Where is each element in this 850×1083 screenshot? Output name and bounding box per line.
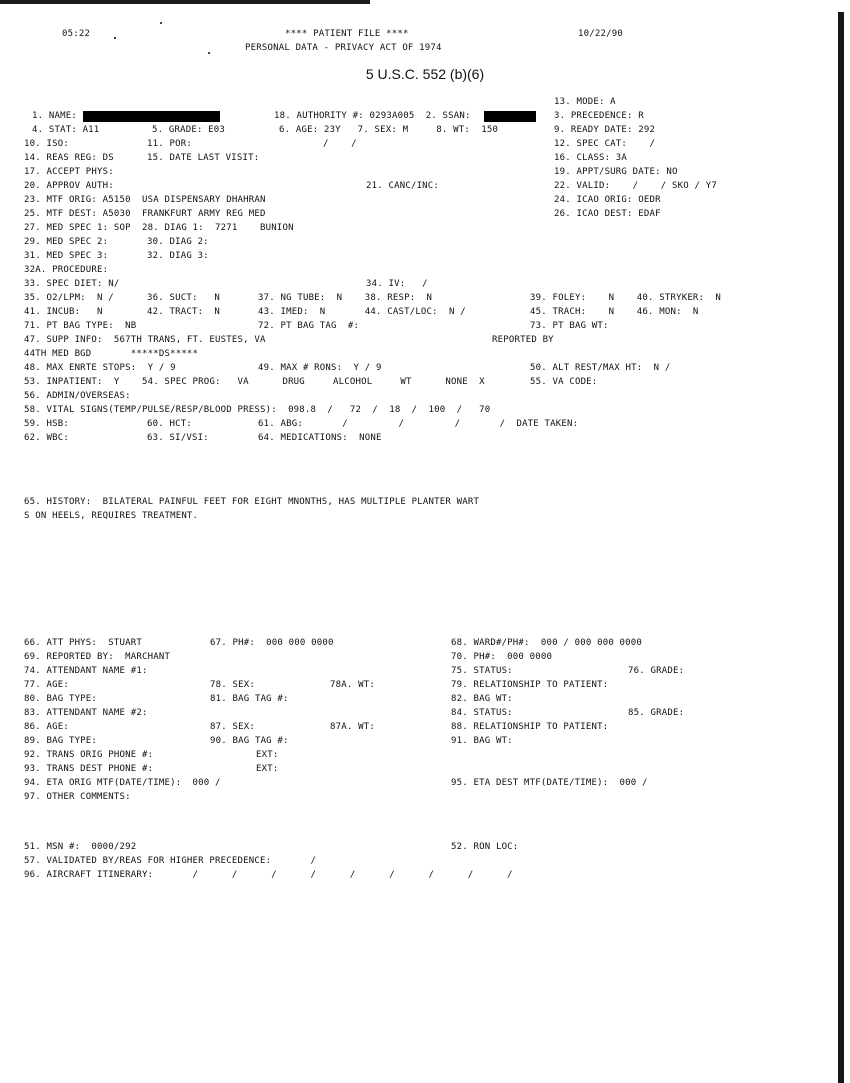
form-row bbox=[0, 417, 850, 431]
field-diag-2: 30. DIAG 2: bbox=[147, 237, 209, 247]
form-row bbox=[0, 137, 850, 151]
form-row bbox=[0, 333, 850, 347]
form-row bbox=[0, 840, 850, 854]
form-row bbox=[0, 263, 850, 277]
field-stat: 4. STAT: A11 bbox=[32, 125, 100, 135]
form-row bbox=[0, 762, 850, 776]
form-row bbox=[0, 123, 850, 137]
field-grade-1: 76. GRADE: bbox=[628, 666, 685, 676]
field-bag-tag-1: 81. BAG TAG #: bbox=[210, 694, 289, 704]
form-row bbox=[0, 165, 850, 179]
field-status-1: 75. STATUS: bbox=[451, 666, 513, 676]
field-class: 16. CLASS: 3A bbox=[554, 153, 628, 163]
form-row bbox=[0, 720, 850, 734]
field-med-spec-3: 31. MED SPEC 3: bbox=[24, 251, 109, 261]
field-vital-signs: 58. VITAL SIGNS(TEMP/PULSE/RESP/BLOOD PRESS): 098.8 / 72 / 18 / 100 / 70 bbox=[24, 405, 491, 415]
field-reas-reg: 14. REAS REG: DS bbox=[24, 153, 114, 163]
field-suct: 36. SUCT: N bbox=[147, 293, 221, 303]
field-age-sex-wt: 6. AGE: 23Y 7. SEX: M 8. WT: 150 bbox=[279, 125, 499, 135]
form-row bbox=[0, 664, 850, 678]
print-time: 05:22 bbox=[62, 29, 91, 39]
field-grade-2: 85. GRADE: bbox=[628, 708, 685, 718]
form-row bbox=[0, 431, 850, 445]
field-mtf-dest: 25. MTF DEST: A5030 FRANKFURT ARMY REG MED bbox=[24, 209, 266, 219]
field-iso: 10. ISO: bbox=[24, 139, 69, 149]
field-hct: 60. HCT: bbox=[147, 419, 192, 429]
field-bag-type-1: 80. BAG TYPE: bbox=[24, 694, 98, 704]
redaction-bar-name bbox=[83, 111, 220, 122]
field-eta-dest-mtf: 95. ETA DEST MTF(DATE/TIME): 000 / bbox=[451, 778, 648, 788]
header-line-1 bbox=[0, 27, 850, 41]
form-row bbox=[0, 319, 850, 333]
field-pt-bag-type: 71. PT BAG TYPE: NB bbox=[24, 321, 137, 331]
form-row bbox=[0, 790, 850, 804]
field-ready-date: 9. READY DATE: 292 bbox=[554, 125, 656, 135]
field-relationship-2: 88. RELATIONSHIP TO PATIENT: bbox=[451, 722, 609, 732]
field-procedure: 32A. PROCEDURE: bbox=[24, 265, 109, 275]
field-supp-info-cont: 44TH MED BGD *****DS***** bbox=[24, 349, 199, 359]
field-foley-stryker: 39. FOLEY: N 40. STRYKER: N bbox=[530, 293, 722, 303]
field-med-spec-2: 29. MED SPEC 2: bbox=[24, 237, 109, 247]
form-row bbox=[0, 235, 850, 249]
form-row bbox=[0, 776, 850, 790]
field-max-rons: 49. MAX # RONS: Y / 9 bbox=[258, 363, 382, 373]
form-row bbox=[0, 347, 850, 361]
form-row bbox=[0, 95, 850, 109]
field-inpatient-spec-prog: 53. INPATIENT: Y 54. SPEC PROG: VA DRUG ALCOHOL WT NONE X bbox=[24, 377, 485, 387]
field-att-phys: 66. ATT PHYS: STUART bbox=[24, 638, 142, 648]
field-age-1: 77. AGE: bbox=[24, 680, 69, 690]
field-canc-inc: 21. CANC/INC: bbox=[366, 181, 440, 191]
form-row bbox=[0, 221, 850, 235]
field-reported-by-label: REPORTED BY bbox=[492, 335, 554, 345]
form-row bbox=[0, 868, 850, 882]
field-trans-dest-ext: EXT: bbox=[256, 764, 279, 774]
form-row bbox=[0, 678, 850, 692]
field-o2-lpm: 35. O2/LPM: N / bbox=[24, 293, 114, 303]
field-medications: 64. MEDICATIONS: NONE bbox=[258, 433, 382, 443]
field-abg-date-taken: 61. ABG: / / / / DATE TAKEN: bbox=[258, 419, 579, 429]
form-row bbox=[0, 734, 850, 748]
field-bag-type-2: 89. BAG TYPE: bbox=[24, 736, 98, 746]
field-icao-orig: 24. ICAO ORIG: OEDR bbox=[554, 195, 661, 205]
field-pt-bag-tag: 72. PT BAG TAG #: bbox=[258, 321, 360, 331]
form-row bbox=[0, 207, 850, 221]
form-row bbox=[0, 291, 850, 305]
redaction-bar-ssan bbox=[484, 111, 536, 122]
form-row bbox=[0, 109, 850, 123]
field-mtf-orig: 23. MTF ORIG: A5150 USA DISPENSARY DHAHRAN bbox=[24, 195, 266, 205]
privacy-notice: PERSONAL DATA - PRIVACY ACT OF 1974 bbox=[245, 43, 442, 53]
field-por-slashes: / / bbox=[323, 139, 357, 149]
field-status-2: 84. STATUS: bbox=[451, 708, 513, 718]
scan-speck bbox=[160, 22, 162, 24]
print-date: 10/22/90 bbox=[578, 29, 623, 39]
field-supp-info: 47. SUPP INFO: 567TH TRANS, FT. EUSTES, VA bbox=[24, 335, 266, 345]
form-row bbox=[0, 495, 850, 509]
field-imed-cast-loc: 43. IMED: N 44. CAST/LOC: N / bbox=[258, 307, 466, 317]
form-row bbox=[0, 748, 850, 762]
field-date-last-visit: 15. DATE LAST VISIT: bbox=[147, 153, 260, 163]
field-trans-dest-phone: 93. TRANS DEST PHONE #: bbox=[24, 764, 154, 774]
form-row bbox=[0, 854, 850, 868]
field-wbc: 62. WBC: bbox=[24, 433, 69, 443]
field-trans-orig-ext: EXT: bbox=[256, 750, 279, 760]
field-trach-mon: 45. TRACH: N 46. MON: N bbox=[530, 307, 699, 317]
field-ron-loc: 52. RON LOC: bbox=[451, 842, 519, 852]
redaction-exemption-stamp: 5 U.S.C. 552 (b)(6) bbox=[365, 66, 485, 82]
form-row bbox=[0, 692, 850, 706]
field-hsb: 59. HSB: bbox=[24, 419, 69, 429]
field-tract: 42. TRACT: N bbox=[147, 307, 221, 317]
form-row bbox=[0, 650, 850, 664]
field-appt-surg-date: 19. APPT/SURG DATE: NO bbox=[554, 167, 678, 177]
file-title: **** PATIENT FILE **** bbox=[285, 29, 409, 39]
field-bag-tag-2: 90. BAG TAG #: bbox=[210, 736, 289, 746]
field-grade: 5. GRADE: E03 bbox=[152, 125, 226, 135]
field-sex-2: 87. SEX: bbox=[210, 722, 255, 732]
form-row bbox=[0, 636, 850, 650]
field-icao-dest: 26. ICAO DEST: EDAF bbox=[554, 209, 661, 219]
field-precedence: 3. PRECEDENCE: R bbox=[554, 111, 644, 121]
form-row bbox=[0, 375, 850, 389]
field-reported-by: 69. REPORTED BY: MARCHANT bbox=[24, 652, 171, 662]
form-row bbox=[0, 706, 850, 720]
field-spec-diet: 33. SPEC DIET: N/ bbox=[24, 279, 120, 289]
field-attendant-name-1: 74. ATTENDANT NAME #1: bbox=[24, 666, 148, 676]
field-valid: 22. VALID: / / SKO / Y7 bbox=[554, 181, 717, 191]
field-spec-cat: 12. SPEC CAT: / bbox=[554, 139, 656, 149]
scan-top-edge bbox=[0, 0, 370, 4]
form-row bbox=[0, 179, 850, 193]
form-row bbox=[0, 277, 850, 291]
field-msn: 51. MSN #: 0000/292 bbox=[24, 842, 137, 852]
field-history-cont: S ON HEELS, REQUIRES TREATMENT. bbox=[24, 511, 199, 521]
field-wt-2: 87A. WT: bbox=[330, 722, 375, 732]
field-mode: 13. MODE: A bbox=[554, 97, 616, 107]
field-wt-1: 78A. WT: bbox=[330, 680, 375, 690]
field-incub: 41. INCUB: N bbox=[24, 307, 103, 317]
form-row bbox=[0, 361, 850, 375]
field-approv-auth: 20. APPROV AUTH: bbox=[24, 181, 114, 191]
field-age-2: 86. AGE: bbox=[24, 722, 69, 732]
form-row bbox=[0, 193, 850, 207]
field-bag-wt-2: 91. BAG WT: bbox=[451, 736, 513, 746]
field-med-spec-1-diag-1: 27. MED SPEC 1: SOP 28. DIAG 1: 7271 BUNION bbox=[24, 223, 294, 233]
field-va-code: 55. VA CODE: bbox=[530, 377, 598, 387]
form-row bbox=[0, 403, 850, 417]
form-row bbox=[0, 249, 850, 263]
field-accept-phys: 17. ACCEPT PHYS: bbox=[24, 167, 114, 177]
field-sex-1: 78. SEX: bbox=[210, 680, 255, 690]
field-ng-tube-resp: 37. NG TUBE: N 38. RESP: N bbox=[258, 293, 433, 303]
field-authority-ssan: 18. AUTHORITY #: 0293A005 2. SSAN: bbox=[274, 111, 471, 121]
form-row bbox=[0, 389, 850, 403]
field-name: 1. NAME: bbox=[32, 111, 77, 121]
field-ph-2: 70. PH#: 000 0000 bbox=[451, 652, 553, 662]
field-validated-by: 57. VALIDATED BY/REAS FOR HIGHER PRECEDENCE: / bbox=[24, 856, 317, 866]
form-row bbox=[0, 509, 850, 523]
field-other-comments: 97. OTHER COMMENTS: bbox=[24, 792, 131, 802]
field-si-vsi: 63. SI/VSI: bbox=[147, 433, 209, 443]
field-eta-orig-mtf: 94. ETA ORIG MTF(DATE/TIME): 000 / bbox=[24, 778, 221, 788]
form-row bbox=[0, 151, 850, 165]
field-ward-ph: 68. WARD#/PH#: 000 / 000 000 0000 bbox=[451, 638, 643, 648]
field-bag-wt-1: 82. BAG WT: bbox=[451, 694, 513, 704]
field-por: 11. POR: bbox=[147, 139, 192, 149]
form-row bbox=[0, 305, 850, 319]
field-ph: 67. PH#: 000 000 0000 bbox=[210, 638, 334, 648]
field-iv: 34. IV: / bbox=[366, 279, 428, 289]
field-max-enrte-stops: 48. MAX ENRTE STOPS: Y / 9 bbox=[24, 363, 176, 373]
field-aircraft-itinerary: 96. AIRCRAFT ITINERARY: / / / / / / / / / bbox=[24, 870, 513, 880]
field-admin-overseas: 56. ADMIN/OVERSEAS: bbox=[24, 391, 131, 401]
field-attendant-name-2: 83. ATTENDANT NAME #2: bbox=[24, 708, 148, 718]
header-line-2 bbox=[0, 41, 850, 55]
field-pt-bag-wt: 73. PT BAG WT: bbox=[530, 321, 609, 331]
field-relationship-1: 79. RELATIONSHIP TO PATIENT: bbox=[451, 680, 609, 690]
field-trans-orig-phone: 92. TRANS ORIG PHONE #: bbox=[24, 750, 154, 760]
field-history: 65. HISTORY: BILATERAL PAINFUL FEET FOR EIGHT MNONTHS, HAS MULTIPLE PLANTER WART bbox=[24, 497, 480, 507]
field-diag-3: 32. DIAG 3: bbox=[147, 251, 209, 261]
field-alt-rest-max-ht: 50. ALT REST/MAX HT: N / bbox=[530, 363, 671, 373]
